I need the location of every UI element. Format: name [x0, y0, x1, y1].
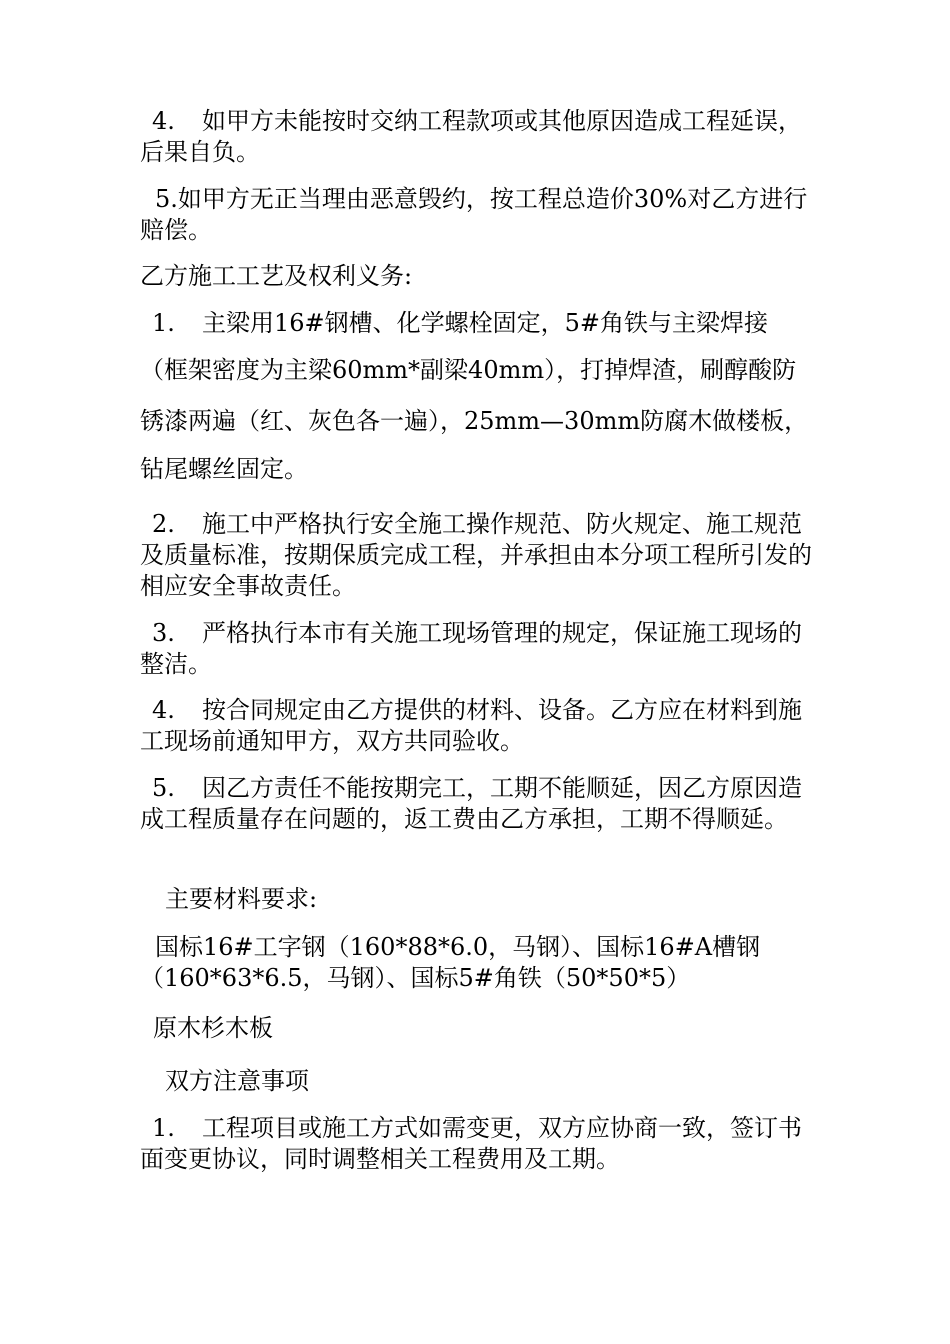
- materials-list: 国标16#工字钢（160*88*6.0，马钢）、国标16#A槽钢（160*63*6.5，马钢）、国标5#角铁（50*50*5）: [140, 933, 761, 992]
- clause-b3: [140, 618, 816, 680]
- clause-b1-line4: 钻尾螺丝固定。: [140, 455, 308, 483]
- clause-text: 施工中严格执行安全施工操作规范、防火规定、施工规范及质量标准，按期保质完成工程，并承担由本分项工程所引发的相应安全事故责任。: [140, 510, 812, 600]
- clause-b5: [140, 773, 816, 835]
- clause-text: 如甲方未能按时交纳工程款项或其他原因造成工程延误，后果自负。: [140, 107, 802, 166]
- wood-material: 原木杉木板: [153, 1014, 273, 1042]
- clause-text: 工程项目或施工方式如需变更，双方应协商一致，签订书面变更协议，同时调整相关工程费用及工期。: [140, 1114, 802, 1173]
- clause-number: 4.: [152, 107, 175, 135]
- clause-b1-line1: [140, 308, 830, 339]
- clause-number: 5.: [152, 774, 175, 802]
- section-heading-yi: 乙方施工工艺及权利义务:: [140, 262, 413, 290]
- clause-b4: [140, 695, 816, 757]
- clause-a4: [140, 106, 816, 168]
- materials-text: [140, 932, 816, 994]
- clause-b1-line3: 锈漆两遍（红、灰色各一遍），25mm—30mm防腐木做楼板，: [140, 407, 809, 435]
- clause-text: 按合同规定由乙方提供的材料、设备。乙方应在材料到施工现场前通知甲方，双方共同验收。: [140, 696, 802, 755]
- clause-text: 主梁用16#钢槽、化学螺栓固定，5#角铁与主梁焊接: [202, 309, 769, 337]
- clause-number: 3.: [152, 619, 175, 647]
- clause-text: 严格执行本市有关施工现场管理的规定，保证施工现场的整洁。: [140, 619, 802, 678]
- clause-number: 1.: [152, 309, 175, 337]
- clause-text: 5.如甲方无正当理由恶意毁约，按工程总造价30%对乙方进行赔偿。: [140, 185, 808, 244]
- notes-heading: 双方注意事项: [165, 1067, 309, 1095]
- clause-c1: [140, 1113, 816, 1175]
- clause-a5: [140, 184, 816, 246]
- clause-text: 因乙方责任不能按期完工，工期不能顺延，因乙方原因造成工程质量存在问题的，返工费由乙方承担，工期不得顺延。: [140, 774, 802, 833]
- clause-number: 4.: [152, 696, 175, 724]
- clause-b2: [140, 509, 816, 602]
- clause-number: 2.: [152, 510, 175, 538]
- materials-heading: 主要材料要求:: [165, 885, 318, 913]
- clause-number: 1.: [152, 1114, 175, 1142]
- clause-b1-line2: （框架密度为主梁60mm*副梁40mm），打掉焊渣，刷醇酸防: [140, 356, 797, 384]
